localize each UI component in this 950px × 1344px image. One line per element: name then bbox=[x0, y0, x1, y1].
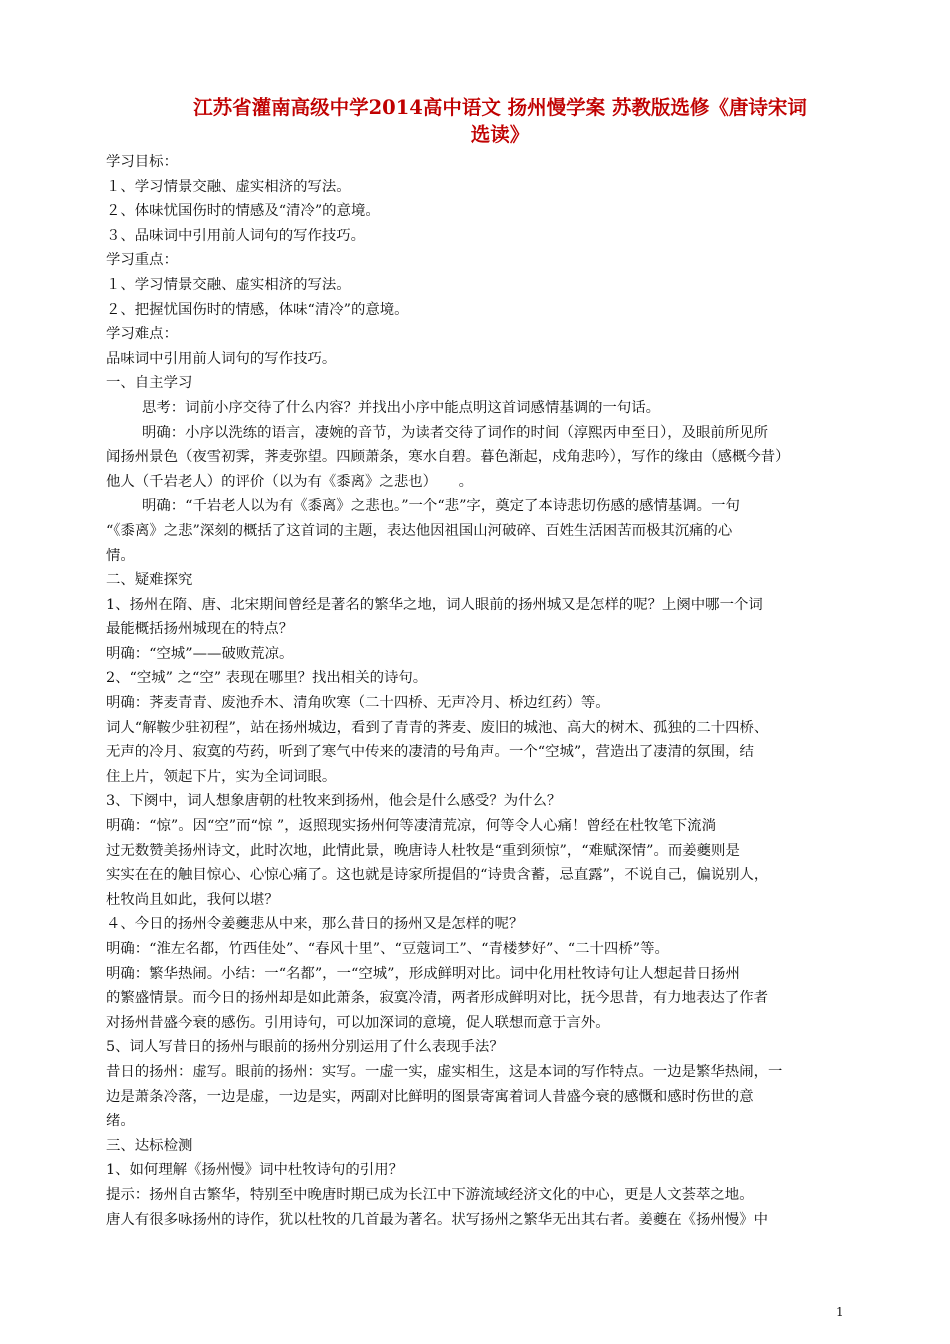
text-line: 对扬州昔盛今衰的感伤。引用诗句，可以加深词的意境，促人联想而意于言外。 bbox=[106, 1014, 610, 1031]
text-line: 5、词人写昔日的扬州与眼前的扬州分别运用了什么表现手法？ bbox=[106, 1039, 504, 1056]
text-line: 明确：小序以洗练的语言，凄婉的音节，为读者交待了词作的时间（淳熙丙申至日），及眼前所见所 bbox=[142, 424, 768, 441]
text-line: 明确：“空城”——破败荒凉。 bbox=[106, 645, 294, 662]
text-line: ３、品味词中引用前人词句的写作技巧。 bbox=[106, 227, 366, 244]
text-line: ２、体味忧国伤时的情感及“清冷”的意境。 bbox=[106, 203, 380, 220]
text-line: “《黍离》之悲”深刻的概括了这首词的主题，表达他因祖国山河破碎、百姓生活困苦而极其沉痛的心 bbox=[106, 522, 733, 539]
text-line: 他人（千岩老人）的评价（以为有《黍离》之悲也） 。 bbox=[106, 473, 473, 490]
text-line: 边是萧条冷落，一边是虚，一边是实，两副对比鲜明的图景寄寓着词人昔盛今衰的感慨和感时伤世的意 bbox=[106, 1088, 754, 1105]
text-line: 2、“空城” 之“空” 表现在哪里？找出相关的诗句。 bbox=[106, 670, 428, 687]
document-title bbox=[140, 94, 860, 148]
text-line: 绪。 bbox=[106, 1113, 135, 1130]
text-line: 昔日的扬州：虚写。眼前的扬州：实写。一虚一实，虚实相生，这是本词的写作特点。一边是繁华热闹，一 bbox=[106, 1063, 783, 1080]
text-line: 情。 bbox=[106, 547, 135, 564]
text-line: １、学习情景交融、虚实相济的写法。 bbox=[106, 178, 351, 195]
text-line: 品味词中引用前人词句的写作技巧。 bbox=[106, 350, 337, 367]
text-line: 杜牧尚且如此，我何以堪？ bbox=[106, 891, 279, 908]
text-line: 实实在在的触目惊心、心惊心痛了。这也就是诗家所提倡的“诗贵含蓄，忌直露”，不说自己，偏说别人， bbox=[106, 867, 769, 884]
text-line: 明确：“千岩老人以为有《黍离》之悲也。”一个“悲”字，奠定了本诗悲切伤感的感情基调。一句 bbox=[142, 498, 740, 515]
text-line: 明确：“惊”。因“空”而“惊 ”，返照现实扬州何等凄清荒凉，何等令人心痛！曾经在杜牧笔下流淌 bbox=[106, 818, 716, 835]
text-line: 学习目标： bbox=[106, 154, 178, 170]
text-line: ２、把握忧国伤时的情感，体味“清冷”的意境。 bbox=[106, 301, 409, 318]
text-line: 无声的冷月、寂寞的芍药，听到了寒气中传来的凄清的号角声。一个“空城”，营造出了凄清的氛围，结 bbox=[106, 744, 754, 761]
text-line: 思考：词前小序交待了什么内容？并找出小序中能点明这首词感情基调的一句话。 bbox=[142, 399, 661, 416]
text-line: 过无数赞美扬州诗文，此时次地，此情此景，晚唐诗人杜牧是“重到须惊”，“难赋深情”。而姜夔则是 bbox=[106, 842, 740, 859]
text-line: 学习重点： bbox=[106, 252, 178, 269]
text-line: 明确：繁华热闹。小结：一“名都”，一“空城”，形成鲜明对比。词中化用杜牧诗句让人想起昔日扬州 bbox=[106, 965, 740, 982]
text-line: 明确：“淮左名都，竹西佳处”、“春风十里”、“豆蔻词工”、“青楼梦好”、“二十四桥”等。 bbox=[106, 941, 669, 957]
title-line-2: 选读》 bbox=[470, 123, 530, 146]
text-line: 闻扬州景色（夜雪初霁，荠麦弥望。四顾萧条，寒水自碧。暮色渐起，戍角悲吟），写作的缘由（感概今昔） bbox=[106, 449, 790, 466]
page-number: 1 bbox=[836, 1305, 844, 1319]
text-line: １、学习情景交融、虚实相济的写法。 bbox=[106, 276, 351, 293]
text-line: 住上片，领起下片，实为全词词眼。 bbox=[106, 768, 337, 785]
text-line: 一、自主学习 bbox=[106, 375, 193, 392]
title-line-1: 江苏省灌南高级中学2014高中语文 扬州慢学案 苏教版选修《唐诗宋词 bbox=[193, 96, 807, 119]
text-line: 的繁盛情景。而今日的扬州却是如此萧条，寂寞冷清，两者形成鲜明对比，抚今思昔，有力地表达了作者 bbox=[106, 990, 768, 1007]
text-line: 最能概括扬州城现在的特点？ bbox=[106, 621, 294, 638]
text-line: 词人“解鞍少驻初程”，站在扬州城边，看到了青青的荠麦、废旧的城池、高大的树木、孤独的二十四桥、 bbox=[106, 719, 769, 736]
text-line: 二、疑难探究 bbox=[106, 572, 193, 589]
text-line: 学习难点： bbox=[106, 326, 178, 343]
text-line: 三、达标检测 bbox=[106, 1137, 193, 1154]
text-line: ４、今日的扬州令姜夔悲从中来，那么昔日的扬州又是怎样的呢？ bbox=[106, 916, 524, 933]
text-line: 明确：荠麦青青、废池乔木、清角吹寒（二十四桥、无声冷月、桥边红药）等。 bbox=[106, 695, 610, 712]
text-line: 唐人有很多咏扬州的诗作，犹以杜牧的几首最为著名。状写扬州之繁华无出其右者。姜夔在《扬州慢》中 bbox=[106, 1211, 768, 1228]
document-body bbox=[106, 150, 848, 1232]
text-line: 提示：扬州自古繁华，特别至中晚唐时期已成为长江中下游流域经济文化的中心，更是人文荟萃之地。 bbox=[106, 1186, 754, 1203]
text-line: 1、如何理解《扬州慢》词中杜牧诗句的引用？ bbox=[106, 1162, 403, 1179]
text-line: 1、扬州在隋、唐、北宋期间曾经是著名的繁华之地，词人眼前的扬州城又是怎样的呢？上阕中哪一个词 bbox=[106, 596, 763, 613]
text-line: 3、下阕中，词人想象唐朝的杜牧来到扬州，他会是什么感受？为什么？ bbox=[106, 793, 562, 810]
